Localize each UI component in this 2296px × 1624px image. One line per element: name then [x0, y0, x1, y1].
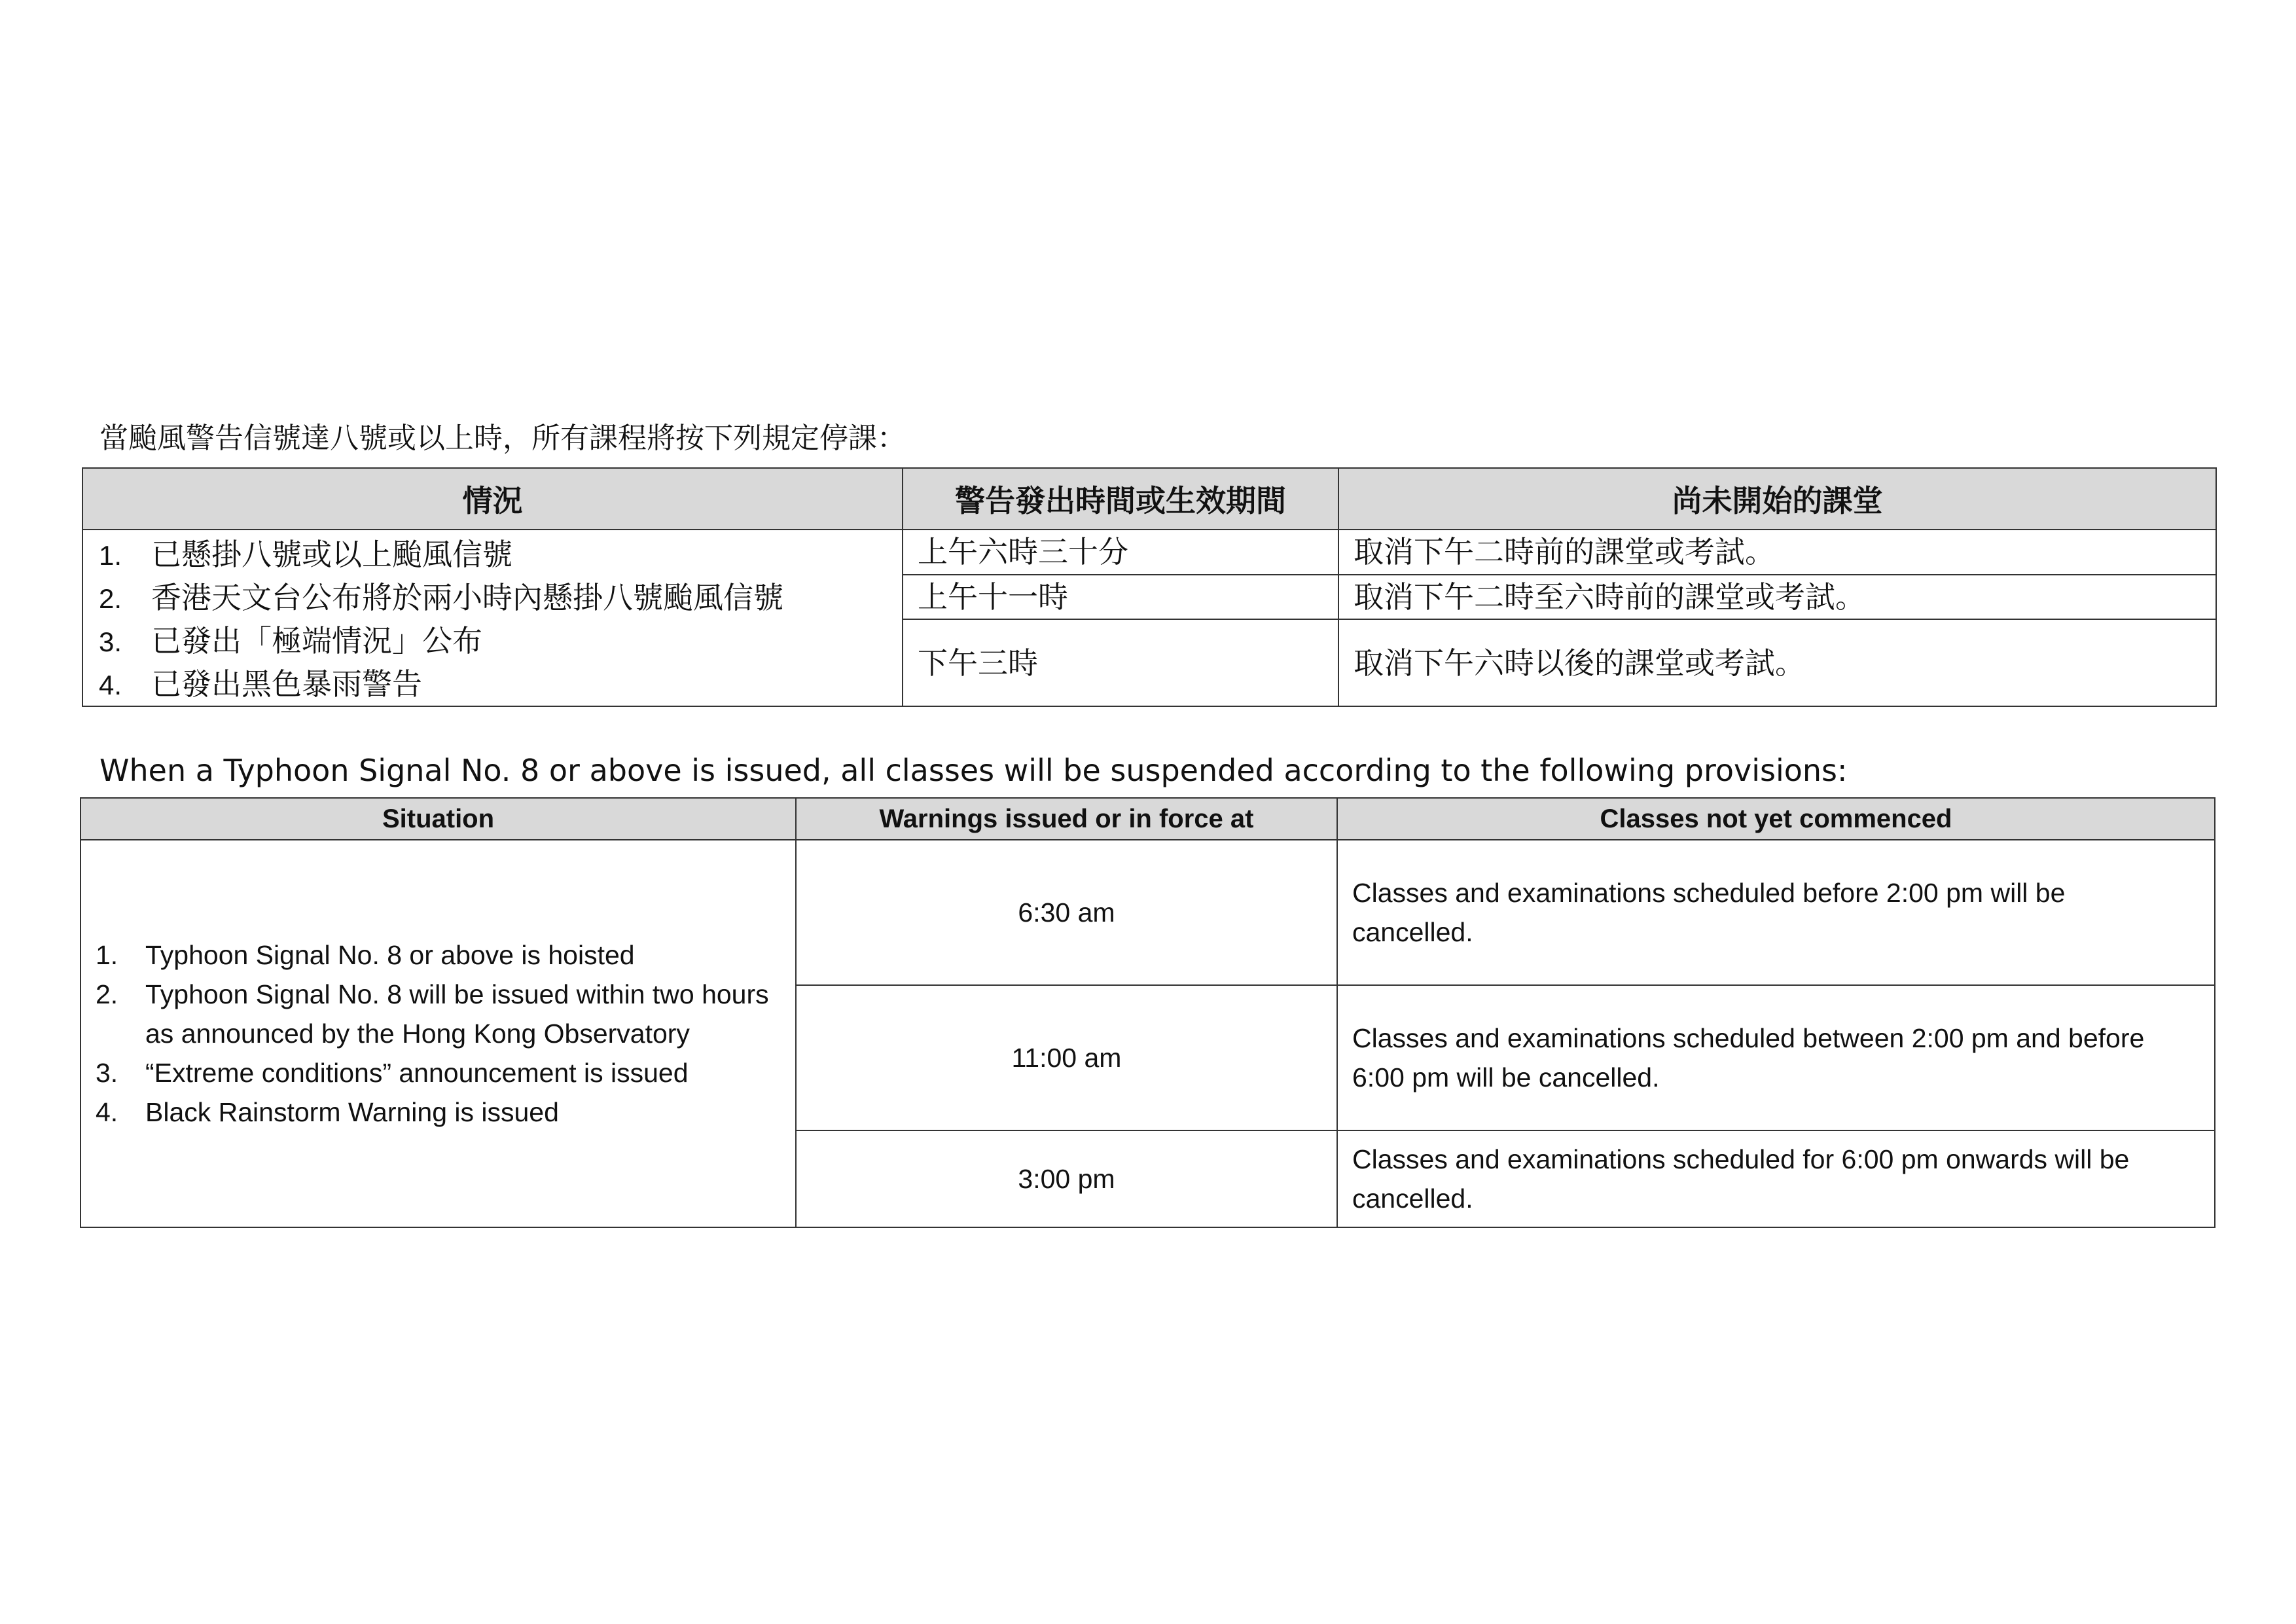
list-item: 3. “Extreme conditions” announcement is issued	[96, 1058, 689, 1088]
warning-time-cell: 6:30 am	[796, 840, 1337, 985]
list-item: 4. 已發出黑色暴雨警告	[99, 666, 422, 702]
chinese-suspension-table	[82, 467, 2217, 707]
table-header-row	[81, 798, 2215, 840]
header-classes: Classes not yet commenced	[1337, 798, 2215, 840]
warning-time-cell: 11:00 am	[796, 985, 1337, 1130]
header-situation: Situation	[81, 798, 796, 840]
classes-cell: 取消下午二時至六時前的課堂或考試。	[1338, 575, 2216, 620]
warning-time-cell: 3:00 pm	[796, 1130, 1337, 1227]
warning-time-cell: 下午三時	[903, 619, 1338, 706]
table-row	[82, 530, 2216, 575]
classes-cell: Classes and examinations scheduled between 2:00 pm and before 6:00 pm will be cancelled.	[1337, 985, 2215, 1130]
list-item: 2. 香港天文台公布將於兩小時內懸掛八號颱風信號	[99, 580, 783, 615]
situation-list	[96, 935, 769, 1132]
classes-cell: 取消下午二時前的課堂或考試。	[1338, 530, 2216, 575]
header-situation: 情況	[82, 468, 903, 530]
list-item: 2. Typhoon Signal No. 8 will be issued within two hours as announced by the Hong Kong Observatory	[96, 979, 769, 1049]
list-item: 4. Black Rainstorm Warning is issued	[96, 1097, 559, 1127]
warning-time-cell: 上午十一時	[903, 575, 1338, 620]
english-suspension-table	[80, 797, 2215, 1228]
list-item: 1. Typhoon Signal No. 8 or above is hoisted	[96, 940, 635, 970]
classes-cell: 取消下午六時以後的課堂或考試。	[1338, 619, 2216, 706]
list-item: 3. 已發出「極端情況」公布	[99, 623, 482, 659]
classes-cell: Classes and examinations scheduled before 2:00 pm will be cancelled.	[1337, 840, 2215, 985]
table-row	[81, 840, 2215, 985]
header-warning-time: Warnings issued or in force at	[796, 798, 1337, 840]
list-item: 1. 已懸掛八號或以上颱風信號	[99, 537, 512, 572]
table-header-row	[82, 468, 2216, 530]
classes-cell: Classes and examinations scheduled for 6:00 pm onwards will be cancelled.	[1337, 1130, 2215, 1227]
warning-time-cell: 上午六時三十分	[903, 530, 1338, 575]
situation-list-cell	[82, 530, 903, 706]
english-intro-text: When a Typhoon Signal No. 8 or above is issued, all classes will be suspended according to the following provisions:	[99, 753, 1848, 788]
situation-list-cell	[81, 840, 796, 1227]
header-classes: 尚未開始的課堂	[1338, 468, 2216, 530]
chinese-intro-text: 當颱風警告信號達八號或以上時，所有課程將按下列規定停課：	[99, 422, 906, 455]
situation-list	[99, 533, 902, 706]
header-warning-time: 警告發出時間或生效期間	[903, 468, 1338, 530]
